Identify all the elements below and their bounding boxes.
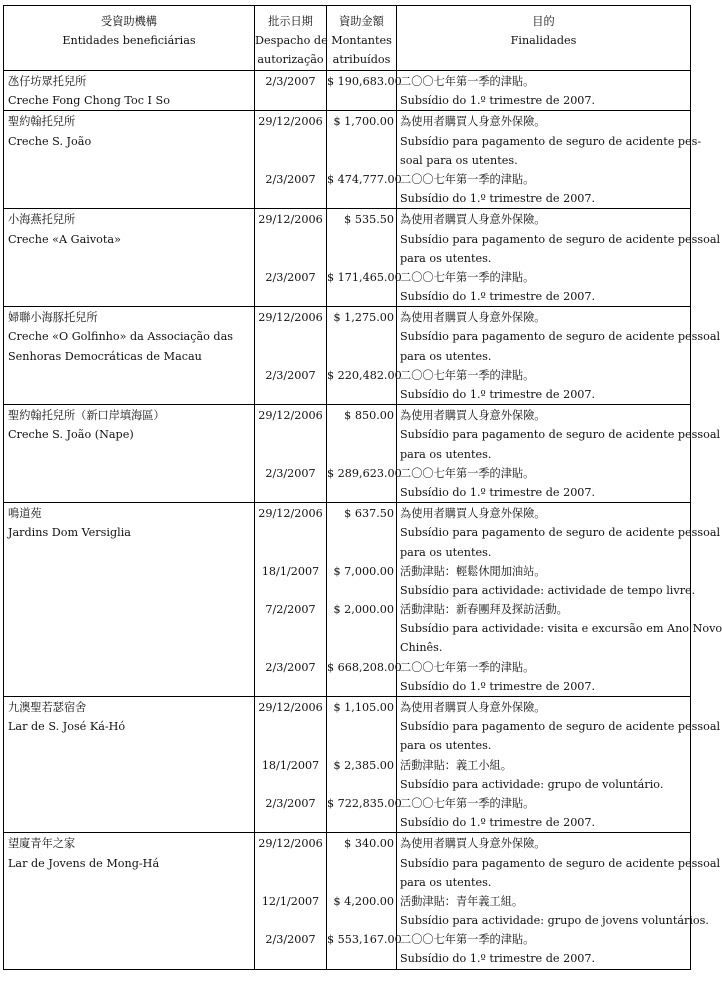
grant-date: 18/1/2007 xyxy=(261,758,320,772)
grant-purpose-zh: 活動津貼：輕鬆休閒加油站。 xyxy=(400,564,546,578)
grant-amount: $ 7,000.00 xyxy=(333,564,394,578)
grant-purpose-pt: para os utentes. xyxy=(400,739,492,753)
grant-purpose-pt: soal para os utentes. xyxy=(400,153,518,167)
entity-name-pt: Senhoras Democráticas de Macau xyxy=(8,349,202,363)
grant-purpose-pt: para os utentes. xyxy=(400,447,492,461)
grant-amount: $ 1,700.00 xyxy=(333,115,394,129)
grant-date: 2/3/2007 xyxy=(265,660,316,674)
grant-amount: $ 1,275.00 xyxy=(333,311,394,325)
entity-cell xyxy=(4,307,255,405)
entity-name-zh: 婦聯小海豚托兒所 xyxy=(8,311,98,325)
grant-purpose-zh: 為使用者購買人身意外保險。 xyxy=(400,837,546,851)
header-entity-pt: Entidades beneficiárias xyxy=(62,34,196,47)
entity-cell xyxy=(4,209,255,307)
header-purpose-pt: Finalidades xyxy=(510,34,577,47)
grant-date: 2/3/2007 xyxy=(265,933,316,947)
table-row xyxy=(4,697,691,833)
date-cell xyxy=(255,503,327,697)
grant-amount: $ 668,208.00 xyxy=(327,660,402,674)
table-row xyxy=(4,307,691,405)
grant-amount: $ 637.50 xyxy=(344,507,394,521)
grant-amount: $ 289,623.00 xyxy=(327,466,402,480)
purpose-cell xyxy=(397,503,722,697)
entity-name-pt: Lar de S. José Ká-Hó xyxy=(8,720,126,734)
amount-cell xyxy=(327,111,402,209)
entity-cell xyxy=(4,503,255,697)
date-cell xyxy=(255,71,327,111)
entity-cell xyxy=(4,405,255,503)
grant-purpose-pt: Subsídio para pagamento de seguro de acidente pes- xyxy=(400,134,702,148)
grant-date: 2/3/2007 xyxy=(265,368,316,382)
grant-purpose-pt: Subsídio do 1.º trimestre de 2007. xyxy=(400,192,596,206)
grant-purpose-zh: 為使用者購買人身意外保險。 xyxy=(400,311,546,325)
grant-purpose-pt: Subsídio do 1.º trimestre de 2007. xyxy=(400,94,596,108)
grant-purpose-zh: 二〇〇七年第一季的津貼。 xyxy=(400,466,535,480)
entity-name-pt: Creche Fong Chong Toc I So xyxy=(8,94,170,108)
grant-purpose-pt: Subsídio do 1.º trimestre de 2007. xyxy=(400,679,596,693)
amount-cell xyxy=(327,307,402,405)
grant-purpose-zh: 二〇〇七年第一季的津貼。 xyxy=(400,933,535,947)
grant-amount: $ 340.00 xyxy=(344,837,394,851)
grant-purpose-pt: Subsídio para actividade: visita e excursão em Ano Novo xyxy=(400,622,722,636)
header-amount xyxy=(327,6,397,71)
grant-date: 29/12/2006 xyxy=(258,115,323,129)
table-row xyxy=(4,833,691,969)
grant-amount: $ 2,385.00 xyxy=(333,758,394,772)
grant-amount: $ 1,105.00 xyxy=(333,701,394,714)
grant-amount: $ 722,835.00 xyxy=(327,796,402,810)
grant-purpose-pt: para os utentes. xyxy=(400,875,492,889)
grant-amount: $ 220,482.00 xyxy=(327,368,402,382)
grant-date: 29/12/2006 xyxy=(258,507,323,521)
purpose-cell xyxy=(397,833,721,969)
grant-purpose-pt: Subsídio para pagamento de seguro de acidente pessoal xyxy=(400,428,721,442)
table-header-row xyxy=(4,6,691,71)
grant-amount: $ 553,167.00 xyxy=(327,933,402,947)
grant-amount: $ 171,465.00 xyxy=(327,270,402,284)
date-cell xyxy=(255,697,327,833)
grant-purpose-zh: 二〇〇七年第一季的津貼。 xyxy=(400,368,535,382)
amount-cell xyxy=(327,833,402,969)
table-row xyxy=(4,405,691,503)
grant-date: 2/3/2007 xyxy=(265,796,316,810)
entity-name-zh: 聖約翰托兒所 xyxy=(8,115,76,129)
date-cell xyxy=(255,307,327,405)
grant-purpose-zh: 二〇〇七年第一季的津貼。 xyxy=(400,796,535,810)
header-entity xyxy=(4,6,255,71)
grant-date: 29/12/2006 xyxy=(258,213,323,227)
grant-purpose-pt: Subsídio para actividade: grupo de voluntário. xyxy=(400,777,664,791)
grant-purpose-pt: Subsídio para pagamento de seguro de acidente pessoal xyxy=(400,526,721,540)
entity-name-zh: 鳴道苑 xyxy=(8,507,42,521)
grants-table xyxy=(3,5,722,970)
entity-name-zh: 聖約翰托兒所（新口岸填海區） xyxy=(8,409,165,423)
amount-cell xyxy=(327,209,402,307)
grant-date: 29/12/2006 xyxy=(258,837,323,851)
header-purpose-zh: 目的 xyxy=(532,15,555,28)
purpose-cell xyxy=(397,697,721,833)
table-row xyxy=(4,209,691,307)
grant-purpose-zh: 為使用者購買人身意外保險。 xyxy=(400,409,546,423)
grant-purpose-pt: Subsídio para pagamento de seguro de acidente pessoal xyxy=(400,856,721,870)
grant-date: 29/12/2006 xyxy=(258,701,323,714)
purpose-cell xyxy=(397,209,721,307)
table-row xyxy=(4,111,691,209)
grant-purpose-zh: 二〇〇七年第一季的津貼。 xyxy=(400,660,535,674)
grant-purpose-zh: 二〇〇七年第一季的津貼。 xyxy=(400,172,535,186)
entity-name-pt: Creche «O Golfinho» da Associação das xyxy=(8,330,234,344)
grant-amount: $ 535.50 xyxy=(344,213,394,227)
grant-purpose-pt: Subsídio do 1.º trimestre de 2007. xyxy=(400,485,596,499)
grant-purpose-zh: 活動津貼：青年義工組。 xyxy=(400,894,524,908)
grant-amount: $ 474,777.00 xyxy=(327,172,402,186)
grant-date: 29/12/2006 xyxy=(258,311,323,325)
grant-date: 2/3/2007 xyxy=(265,75,316,88)
date-cell xyxy=(255,209,327,307)
entity-cell xyxy=(4,111,255,209)
grant-purpose-pt: Subsídio do 1.º trimestre de 2007. xyxy=(400,952,596,966)
purpose-cell xyxy=(397,307,721,405)
amount-cell xyxy=(327,697,402,833)
grant-purpose-zh: 為使用者購買人身意外保險。 xyxy=(400,507,546,521)
grant-date: 18/1/2007 xyxy=(261,564,320,578)
header-entity-zh: 受資助機構 xyxy=(101,15,157,28)
grant-purpose-zh: 為使用者購買人身意外保險。 xyxy=(400,701,546,714)
grant-purpose-pt: Subsídio para actividade: grupo de jovens voluntários. xyxy=(400,914,709,928)
grant-purpose-pt: Subsídio para pagamento de seguro de acidente pessoal xyxy=(400,232,721,246)
entity-name-pt: Lar de Jovens de Mong-Há xyxy=(8,856,160,870)
header-date-pt-2: autorização xyxy=(257,53,324,66)
grant-date: 29/12/2006 xyxy=(258,409,323,423)
grant-amount: $ 850.00 xyxy=(344,409,394,423)
amount-cell xyxy=(327,405,402,503)
grant-purpose-pt: Chinês. xyxy=(400,641,443,655)
date-cell xyxy=(255,405,327,503)
header-amount-pt-2: atribuídos xyxy=(332,53,391,66)
entity-cell xyxy=(4,697,255,833)
grant-purpose-pt: para os utentes. xyxy=(400,349,492,363)
header-amount-pt-1: Montantes xyxy=(331,34,392,47)
grant-purpose-zh: 二〇〇七年第一季的津貼。 xyxy=(400,270,535,284)
grant-purpose-zh: 二〇〇七年第一季的津貼。 xyxy=(400,75,535,88)
purpose-cell xyxy=(397,111,702,209)
header-purpose xyxy=(397,6,691,71)
grant-purpose-zh: 活動津貼：新春團拜及探訪活動。 xyxy=(400,603,568,617)
entity-name-zh: 氹仔坊眾托兒所 xyxy=(8,75,87,88)
table-row xyxy=(4,503,691,697)
grant-amount: $ 4,200.00 xyxy=(333,894,394,908)
amount-cell xyxy=(327,71,402,111)
header-date-pt-1: Despacho de xyxy=(255,34,328,47)
date-cell xyxy=(255,111,327,209)
entity-name-zh: 九澳聖若瑟宿舍 xyxy=(8,701,87,714)
date-cell xyxy=(255,833,327,969)
purpose-cell xyxy=(397,405,721,503)
entity-name-pt: Creche «A Gaivota» xyxy=(8,232,121,246)
grant-purpose-pt: para os utentes. xyxy=(400,251,492,265)
table-row xyxy=(4,71,691,111)
purpose-cell xyxy=(397,71,691,111)
grant-amount: $ 2,000.00 xyxy=(333,603,394,617)
grant-date: 7/2/2007 xyxy=(265,603,316,617)
header-date xyxy=(255,6,327,71)
grant-purpose-pt: Subsídio para pagamento de seguro de acidente pessoal xyxy=(400,330,721,344)
grant-date: 2/3/2007 xyxy=(265,466,316,480)
grant-date: 12/1/2007 xyxy=(261,894,320,908)
grant-purpose-zh: 活動津貼：義工小組。 xyxy=(400,758,512,772)
amount-cell xyxy=(327,503,402,697)
entity-cell xyxy=(4,833,255,969)
header-date-zh: 批示日期 xyxy=(268,15,313,28)
grant-amount: $ 190,683.00 xyxy=(327,75,402,88)
entity-name-pt: Jardins Dom Versiglia xyxy=(8,526,131,540)
grant-purpose-pt: para os utentes. xyxy=(400,545,492,559)
entity-cell xyxy=(4,71,255,111)
grant-purpose-pt: Subsídio do 1.º trimestre de 2007. xyxy=(400,388,596,401)
grant-purpose-zh: 為使用者購買人身意外保險。 xyxy=(400,115,546,129)
grant-date: 2/3/2007 xyxy=(265,270,316,284)
grant-purpose-pt: Subsídio do 1.º trimestre de 2007. xyxy=(400,816,596,830)
entity-name-pt: Creche S. João (Nape) xyxy=(8,428,134,442)
grant-purpose-pt: Subsídio do 1.º trimestre de 2007. xyxy=(400,290,596,304)
grant-purpose-pt: Subsídio para pagamento de seguro de acidente pessoal xyxy=(400,720,721,734)
grant-purpose-pt: Subsídio para actividade: actividade de tempo livre. xyxy=(400,583,696,597)
entity-name-pt: Creche S. João xyxy=(8,134,92,148)
entity-name-zh: 小海燕托兒所 xyxy=(8,213,76,227)
entity-name-zh: 望廈青年之家 xyxy=(8,837,76,851)
header-amount-zh: 資助金額 xyxy=(339,15,384,28)
grant-date: 2/3/2007 xyxy=(265,172,316,186)
grant-purpose-zh: 為使用者購買人身意外保險。 xyxy=(400,213,546,227)
